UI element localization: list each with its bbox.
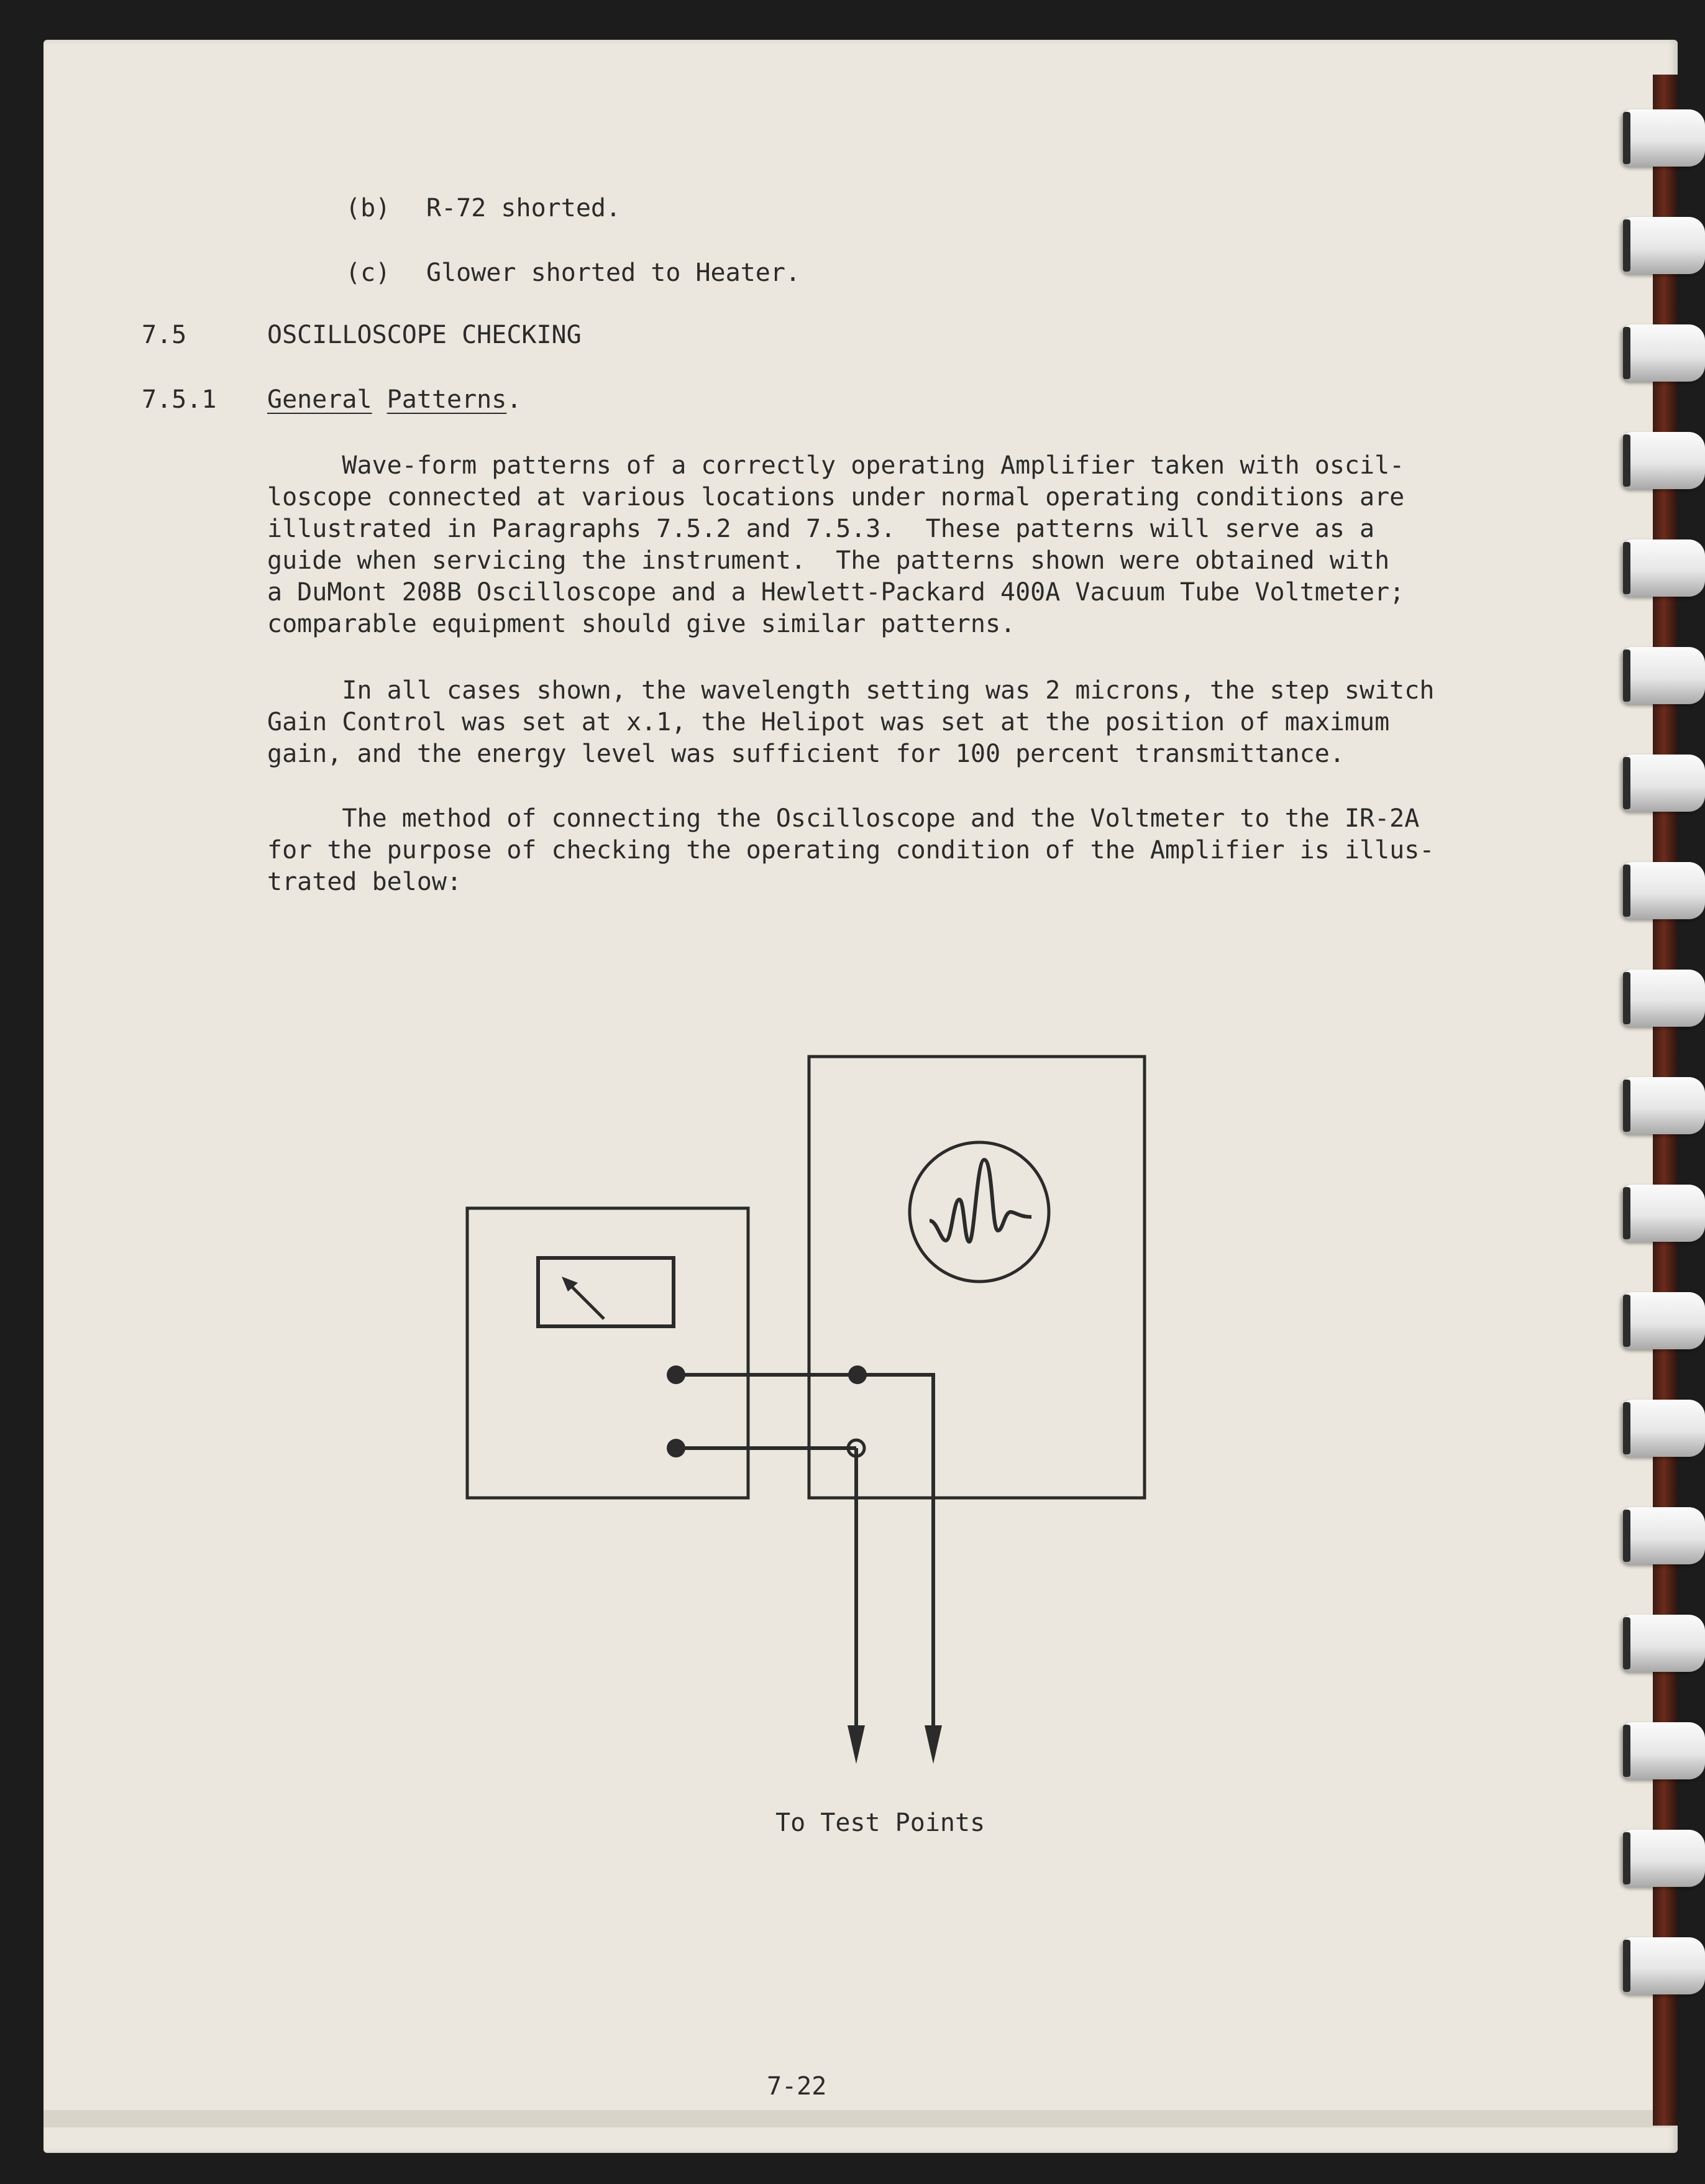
item-b-text: R-72 shorted. <box>426 194 621 223</box>
paragraph-line: Gain Control was set at x.1, the Helipot was set at the position of maximum <box>267 708 1390 736</box>
paragraph-line: for the purpose of checking the operating condition of the Amplifier is illus- <box>267 836 1435 865</box>
subsection-title-end: . <box>506 385 522 414</box>
item-c-label: (c) <box>345 259 391 287</box>
oscilloscope-box <box>809 1057 1145 1498</box>
paragraph-line: illustrated in Paragraphs 7.5.2 and 7.5.3. These patterns will serve as a <box>267 515 1375 543</box>
meter-window <box>538 1258 674 1326</box>
item-b-label: (b) <box>345 194 391 223</box>
voltmeter-terminal-top <box>667 1365 685 1384</box>
voltmeter-terminal-bottom <box>667 1439 685 1457</box>
paragraph-line: trated below: <box>267 868 462 896</box>
arrow-head-right <box>925 1725 942 1764</box>
paragraph-line: comparable equipment should give similar patterns. <box>267 610 1016 638</box>
paragraph-line: guide when servicing the instrument. The patterns shown were obtained with <box>267 546 1390 575</box>
diagram-caption: To Test Points <box>775 1809 985 1837</box>
scope-screen <box>910 1142 1049 1282</box>
section-number: 7.5 <box>142 321 187 349</box>
subsection-title-word1: General <box>267 385 372 414</box>
meter-needle-icon <box>562 1277 604 1319</box>
paragraph-line: The method of connecting the Oscilloscope and the Voltmeter to the IR-2A <box>267 804 1420 833</box>
paragraph-line: loscope connected at various locations under normal operating conditions are <box>267 483 1405 512</box>
item-c-text: Glower shorted to Heater. <box>426 259 801 287</box>
paragraph-line: a DuMont 208B Oscilloscope and a Hewlett-Packard 400A Vacuum Tube Voltmeter; <box>267 578 1405 607</box>
subsection-title-word2: Patterns <box>386 385 507 414</box>
paragraph-line: gain, and the energy level was sufficient for 100 percent transmittance. <box>267 740 1345 768</box>
arrow-head-left <box>848 1725 865 1764</box>
paragraph-line: Wave-form patterns of a correctly operating Amplifier taken with oscil- <box>267 451 1405 480</box>
connection-wires <box>676 1375 933 1733</box>
scope-terminal-top <box>848 1365 867 1384</box>
page-number: 7-22 <box>767 2072 827 2101</box>
waveform-icon <box>930 1160 1031 1242</box>
subsection-number: 7.5.1 <box>142 385 217 414</box>
voltmeter-box <box>467 1208 748 1498</box>
paragraph-line: In all cases shown, the wavelength setting was 2 microns, the step switch <box>267 676 1435 705</box>
section-title: OSCILLOSCOPE CHECKING <box>267 321 582 349</box>
